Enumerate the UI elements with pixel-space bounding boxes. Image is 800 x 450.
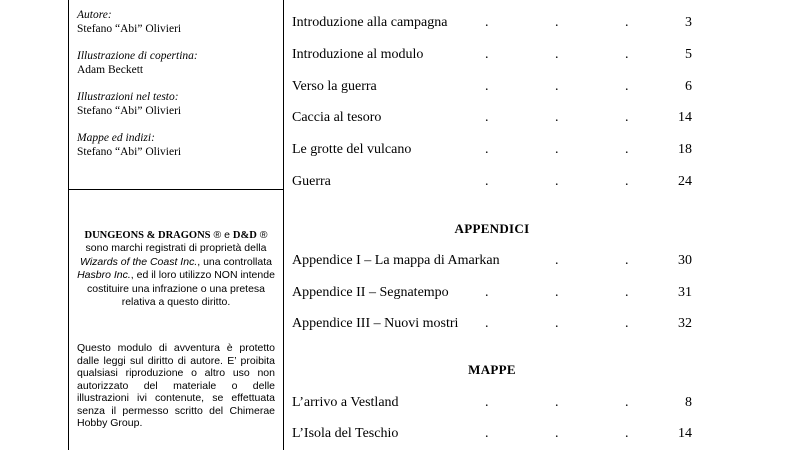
toc-entry-page: 14 [678, 426, 692, 441]
toc-leader-dot: . [485, 110, 489, 125]
parent-company: Hasbro Inc. [77, 269, 131, 282]
credit-name: Stefano “Abi” Olivieri [77, 146, 182, 158]
toc-leader-dot: . [485, 395, 489, 410]
toc-leader-dot: . [555, 316, 559, 331]
toc-entry-page: 8 [685, 395, 692, 410]
credit-name: Stefano “Abi” Olivieri [77, 23, 182, 35]
toc-entry-page: 24 [678, 174, 692, 189]
toc-leader-dot: . [625, 285, 629, 300]
toc-leader-dot: . [555, 142, 559, 157]
mappe-heading: MAPPE [468, 362, 516, 377]
reg-mark: ® [213, 229, 222, 241]
toc-entry-page: 6 [685, 79, 692, 94]
toc-leader-dot: . [485, 285, 489, 300]
toc-leader-dot: . [625, 142, 629, 157]
toc-entry [292, 251, 692, 271]
credits-column [68, 0, 284, 450]
toc-entry-title: L’Isola del Teschio [292, 426, 399, 441]
toc-leader-dot: . [485, 15, 489, 30]
toc-entry [292, 140, 692, 160]
toc-entry [292, 314, 692, 334]
credit-role: Illustrazioni nel testo: [77, 91, 179, 103]
toc-leader-dot: . [555, 285, 559, 300]
toc-leader-dot: . [555, 174, 559, 189]
trademark-line2: , una controllata [197, 255, 272, 268]
copyright-notice: Questo modulo di avventura è protetto dalle leggi sul diritto di autore. E’ proibita qualsiasi riproduzione o altro uso non autorizzato del materiale o delle illustrazioni ivi contenute, se effettuata senza il permesso scritto del Chimerae Hobby Group. [77, 342, 275, 429]
toc-leader-dot: . [625, 110, 629, 125]
toc-leader-dot: . [485, 426, 489, 441]
toc-leader-dot: . [625, 47, 629, 62]
toc-entry-title: Introduzione alla campagna [292, 15, 448, 30]
toc-entry [292, 283, 692, 303]
toc-entry-title: Le grotte del vulcano [292, 142, 412, 157]
toc-entry-page: 18 [678, 142, 692, 157]
toc-leader-dot: . [625, 15, 629, 30]
credit-cover [77, 49, 277, 77]
and-word: e [224, 229, 230, 241]
toc-entry [292, 13, 692, 33]
toc-leader-dot: . [625, 395, 629, 410]
brand-short: D&D [232, 230, 257, 241]
company-name: Wizards of the Coast Inc. [80, 255, 198, 268]
toc-entry-title: Introduzione al modulo [292, 47, 424, 62]
section-divider [69, 189, 283, 190]
credit-author [77, 8, 277, 36]
credit-role: Illustrazione di copertina: [77, 50, 198, 62]
toc-entry [292, 108, 692, 128]
toc-leader-dot: . [625, 174, 629, 189]
credit-role: Autore: [77, 9, 112, 21]
toc-entry-title: Appendice II – Segnatempo [292, 285, 449, 300]
toc-entry-page: 5 [685, 47, 692, 62]
toc-entry-page: 30 [678, 253, 692, 268]
toc-entry [292, 77, 692, 97]
trademark-line1: sono marchi registrati di proprietà della [85, 242, 267, 255]
toc-entry [292, 45, 692, 65]
toc-leader-dot: . [485, 142, 489, 157]
credit-maps [77, 131, 277, 159]
toc-entry-title: Guerra [292, 174, 331, 189]
toc-entry-title: Caccia al tesoro [292, 110, 382, 125]
toc-leader-dot: . [485, 79, 489, 94]
toc-leader-dot: . [555, 110, 559, 125]
toc-leader-dot: . [625, 79, 629, 94]
reg-mark: ® [259, 229, 268, 241]
toc-leader-dot: . [625, 253, 629, 268]
credit-role: Mappe ed indizi: [77, 132, 155, 144]
credit-interior [77, 90, 277, 118]
toc-leader-dot: . [555, 395, 559, 410]
toc-leader-dot: . [555, 253, 559, 268]
toc-leader-dot: . [485, 174, 489, 189]
toc-leader-dot: . [485, 47, 489, 62]
toc-entry-page: 14 [678, 110, 692, 125]
credit-name: Stefano “Abi” Olivieri [77, 105, 182, 117]
toc-leader-dot: . [485, 316, 489, 331]
toc-leader-dot: . [555, 15, 559, 30]
brand-name: DUNGEONS & DRAGONS [84, 230, 211, 241]
trademark-notice [77, 229, 275, 309]
toc-entry-title: Appendice III – Nuovi mostri [292, 316, 459, 331]
toc-entry-title: Appendice I – La mappa di Amarkan [292, 253, 500, 268]
toc-entry [292, 393, 692, 413]
toc-entry-title: L’arrivo a Vestland [292, 395, 399, 410]
toc-entry [292, 424, 692, 444]
toc-leader-dot: . [555, 47, 559, 62]
trademark-line3: , ed il loro utilizzo NON intende costituire una infrazione o una pretesa relativa a questo diritto. [86, 269, 275, 309]
toc-leader-dot: . [625, 426, 629, 441]
toc-entry-page: 3 [685, 15, 692, 30]
toc-leader-dot: . [625, 316, 629, 331]
credits-list [77, 8, 277, 172]
appendici-heading: APPENDICI [454, 221, 530, 236]
toc-entry-page: 32 [678, 316, 692, 331]
toc-leader-dot: . [555, 79, 559, 94]
toc-entry [292, 172, 692, 192]
toc-leader-dot: . [555, 426, 559, 441]
toc-entry-title: Verso la guerra [292, 79, 377, 94]
toc-entry-page: 31 [678, 285, 692, 300]
credit-name: Adam Beckett [77, 64, 144, 76]
